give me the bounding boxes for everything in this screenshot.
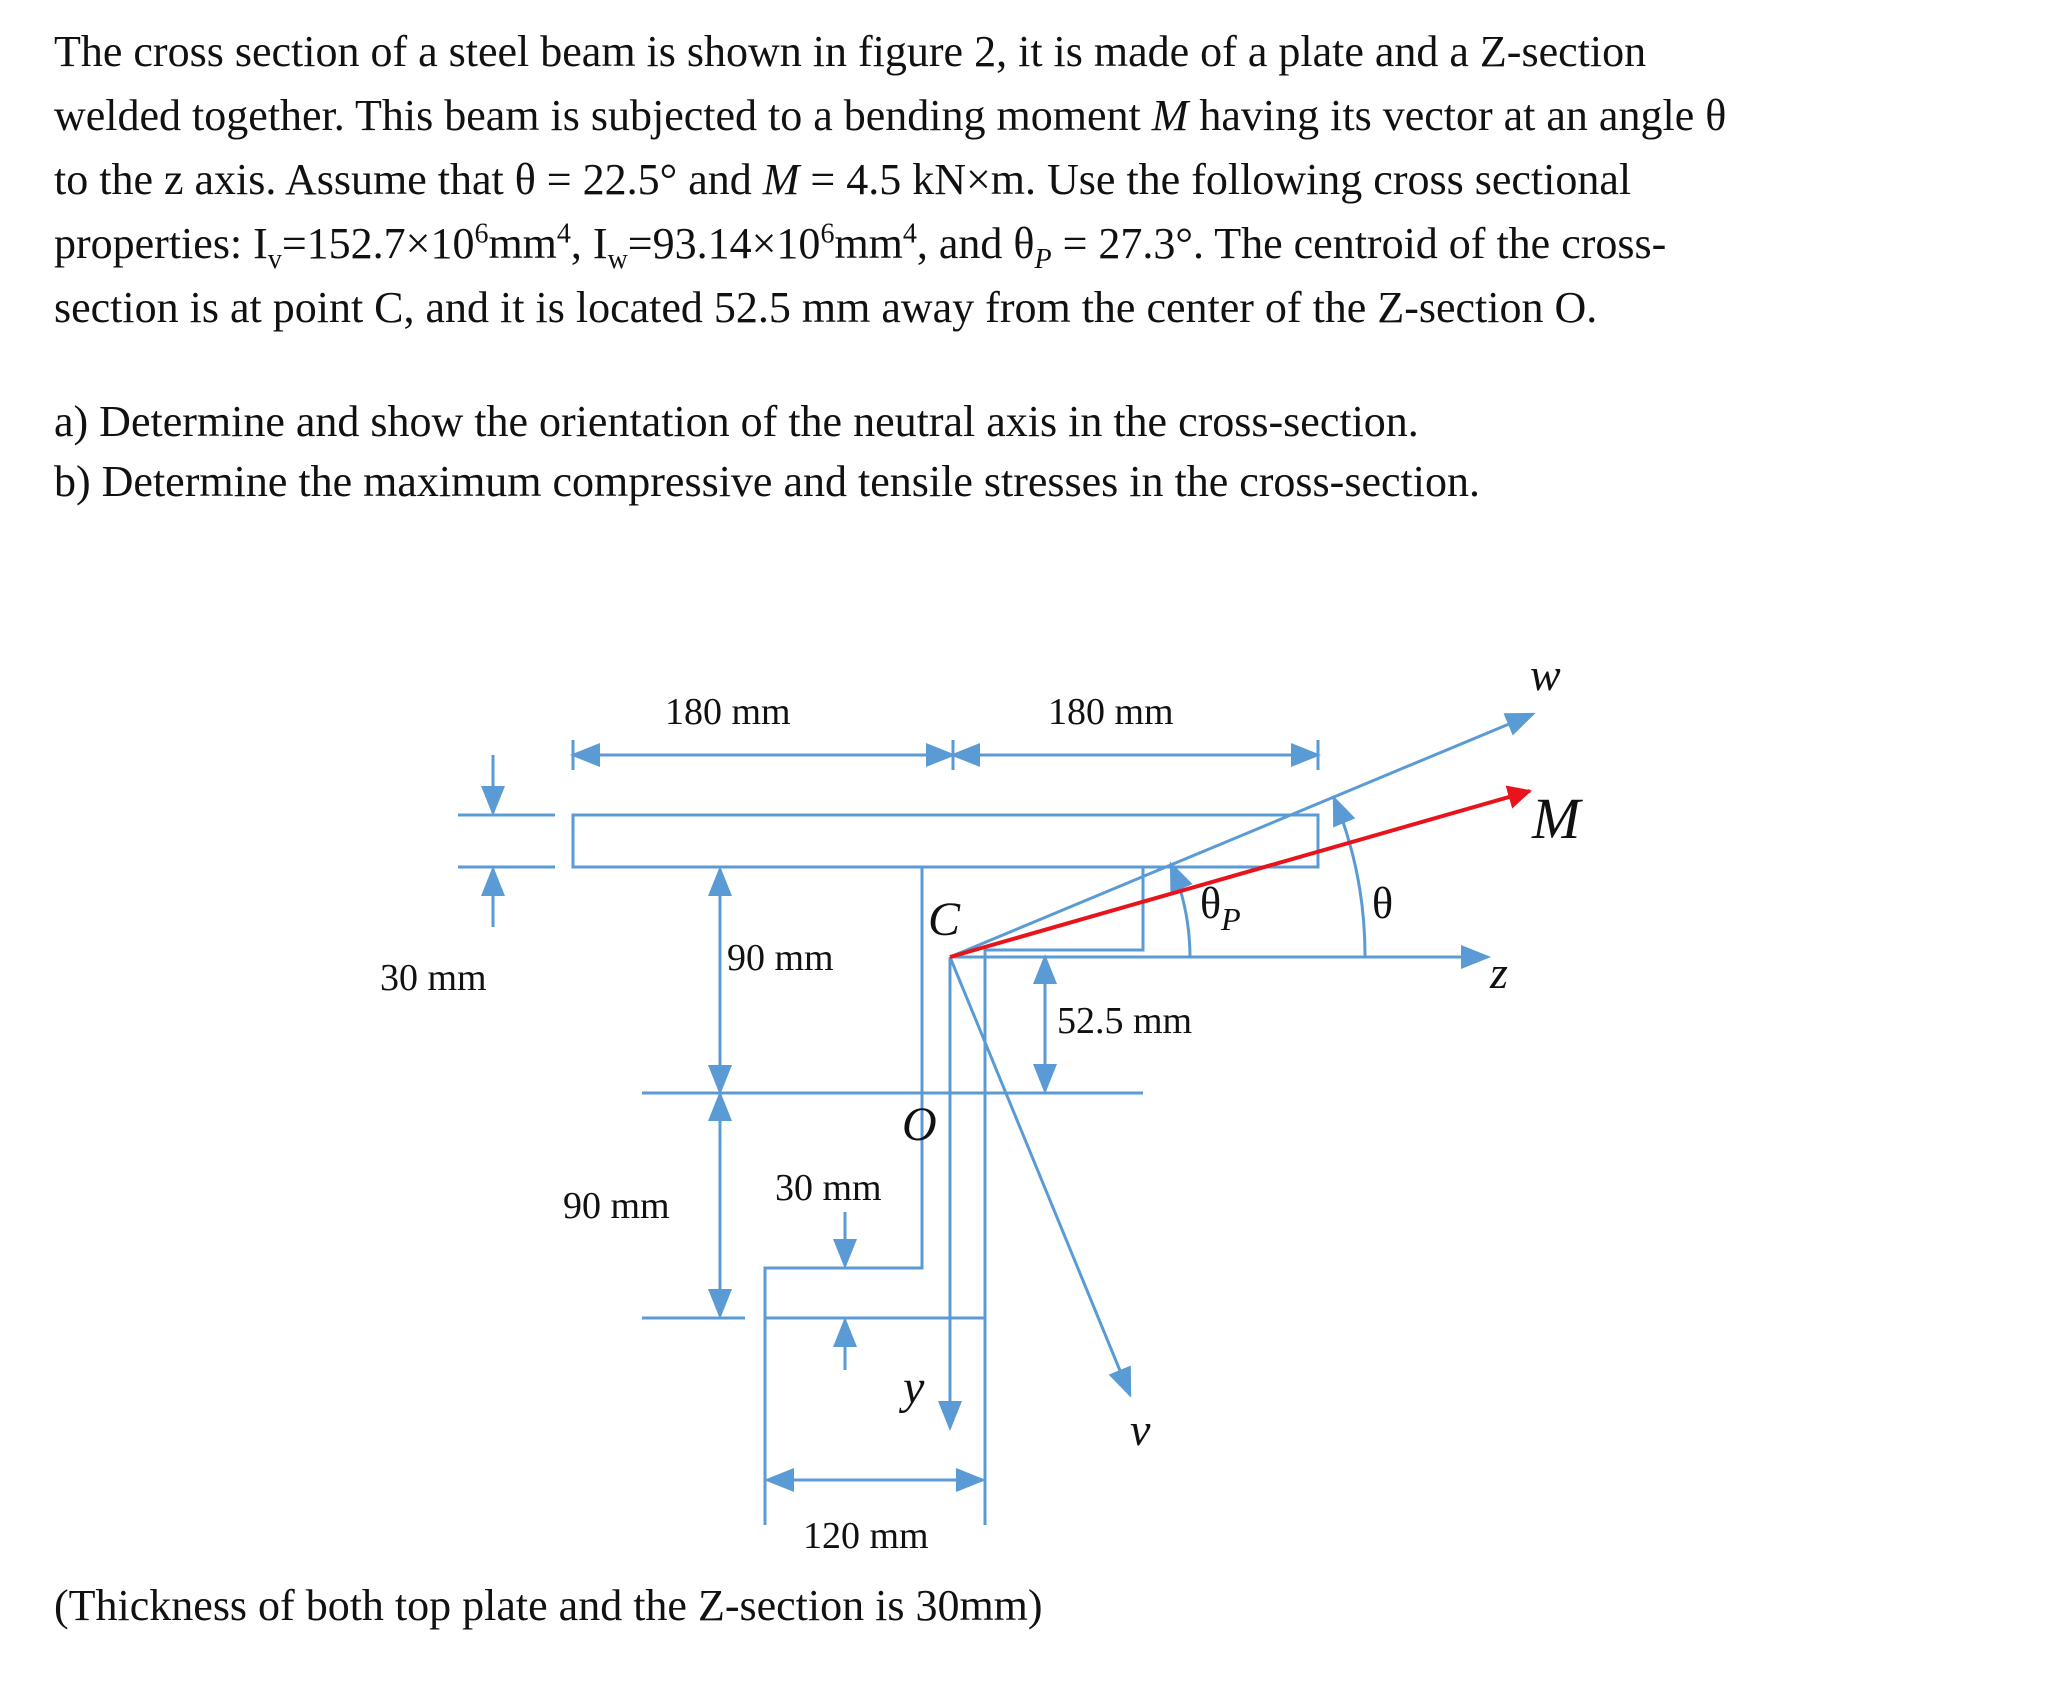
w-axis [950,714,1533,957]
label-O: O [902,1098,937,1151]
label-z: z [1490,947,1508,998]
dim-flange-thickness-label: 30 mm [775,1167,882,1209]
dim-offset-label: 52.5 mm [1057,1000,1193,1042]
question-a: a) Determine and show the orientation of the neutral axis in the cross-section. [54,397,1419,446]
problem-line-3: to the z axis. Assume that θ = 22.5° and M = 4.5 kN×m. Use the following cross sectional [54,155,1632,204]
dim-plate-thickness-label: 30 mm [380,957,487,999]
dim-top-left-label: 180 mm [665,691,791,733]
question-b: b) Determine the maximum compressive and tensile stresses in the cross-section. [54,457,1480,506]
dim-top-right-label: 180 mm [1048,691,1174,733]
dim-lower-web-label: 90 mm [563,1185,670,1227]
problem-line-2: welded together. This beam is subjected to a bending moment M having its vector at an angle θ [54,91,1727,140]
problem-line-1: The cross section of a steel beam is shown in figure 2, it is made of a plate and a Z-section [54,27,1647,76]
label-M: M [1532,786,1581,851]
label-theta: θ [1372,879,1394,928]
thickness-note: (Thickness of both top plate and the Z-section is 30mm) [54,1581,1043,1630]
dim-bottom-flange-label: 120 mm [803,1515,929,1557]
theta-arc [1334,798,1365,957]
theta-p-arc [1171,864,1190,957]
dim-upper-web-label: 90 mm [727,937,834,979]
label-v: v [1130,1404,1151,1455]
label-C: C [928,893,961,946]
label-y: y [903,1361,925,1414]
label-w: w [1530,649,1561,700]
problem-line-4: properties: $I_v=152.7\times 10^6mm^4$, $I_w=93.14\times 10^6mm^4$, and $\theta_P = 27.3^\circ$. The centroid of the cross- [54,218,1667,275]
top-plate [573,815,1318,867]
label-theta-p: $\theta_P$ [1200,879,1241,937]
problem-line-5: section is at point C, and it is located 52.5 mm away from the center of the Z-section O. [54,283,1598,332]
